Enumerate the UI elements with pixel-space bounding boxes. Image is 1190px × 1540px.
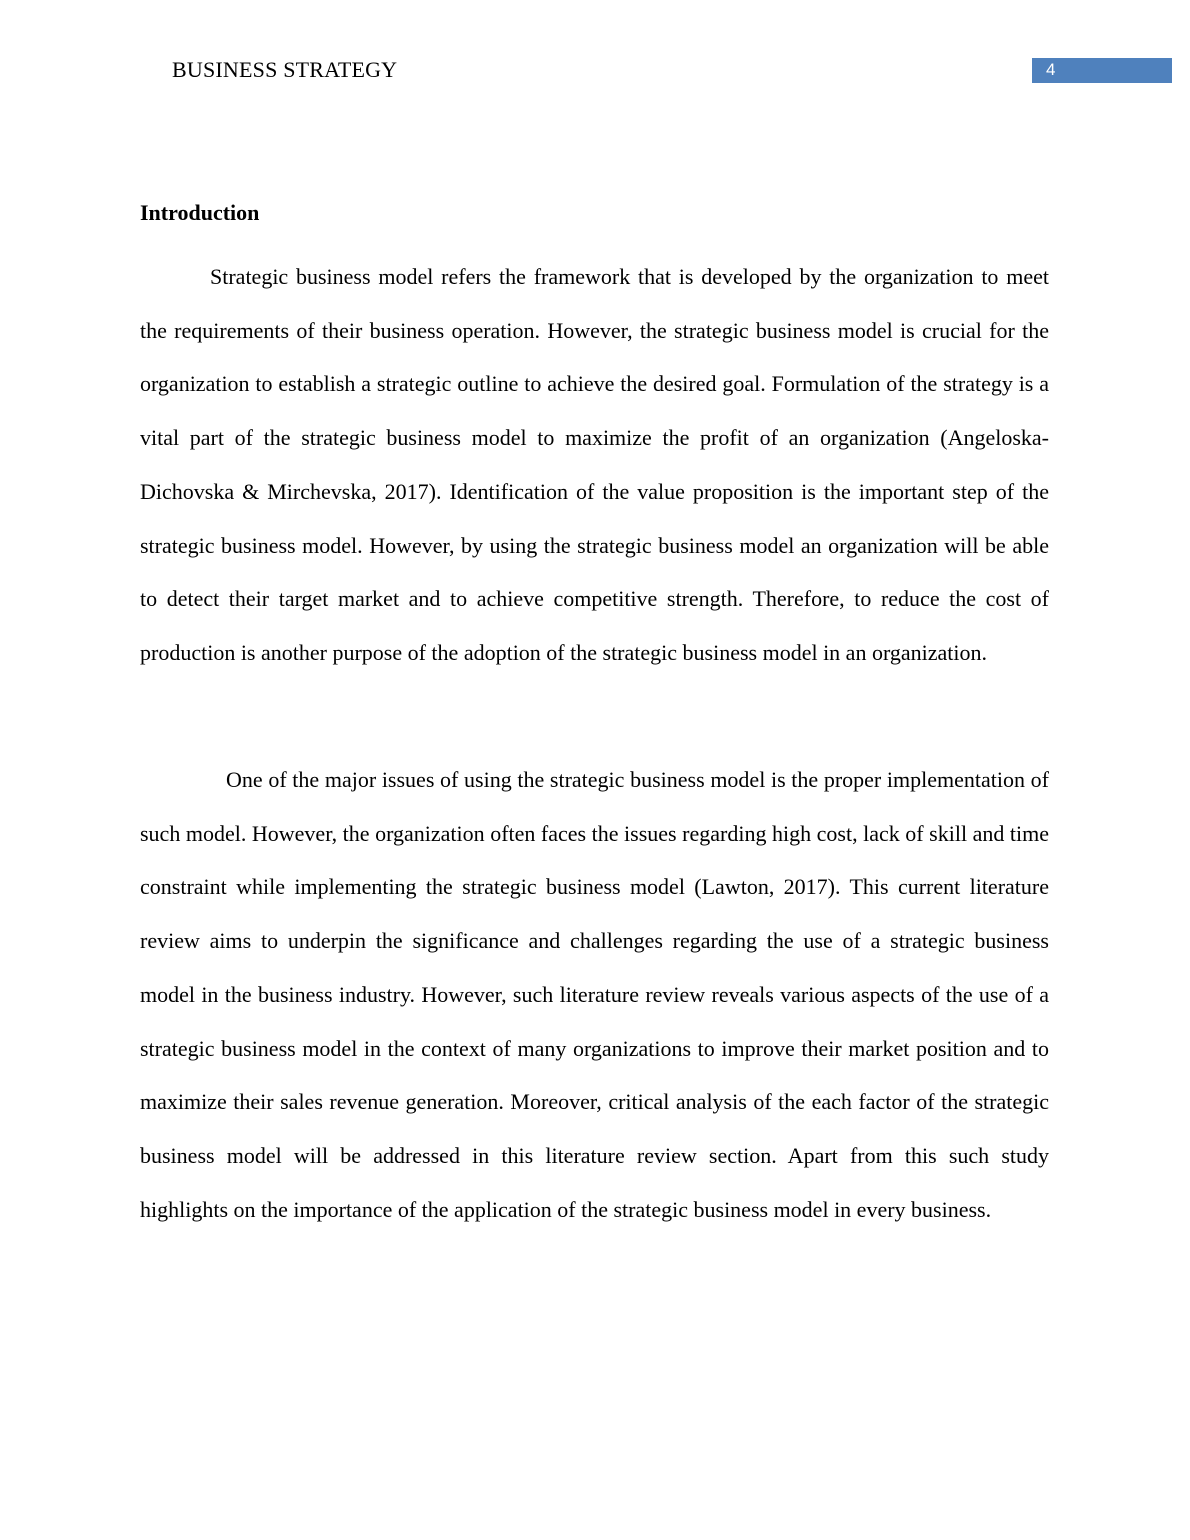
running-header-title: BUSINESS STRATEGY (172, 57, 398, 82)
page-number: 4 (1046, 60, 1056, 79)
page-number-badge (1032, 58, 1172, 83)
body-paragraph: One of the major issues of using the strategic business model is the proper implementation of such model. However, the organization often faces the issues regarding high cost, lack of skill and time constraint while implementing the strategic business model (Lawton, 2017). This current literature review aims to underpin the significance and challenges regarding the use of a strategic business model in the business industry. However, such literature review reveals various aspects of the use of a strategic business model in the context of many organizations to improve their market position and to maximize their sales revenue generation. Moreover, critical analysis of the each factor of the strategic business model will be addressed in this literature review section. Apart from this such study highlights on the importance of the application of the strategic business model in every business. (140, 767, 1049, 1222)
section-heading-introduction: Introduction (140, 200, 260, 225)
body-paragraph: Strategic business model refers the framework that is developed by the organization to meet the requirements of their business operation. However, the strategic business model is crucial for the organization to establish a strategic outline to achieve the desired goal. Formulation of the strategy is a vital part of the strategic business model to maximize the profit of an organization (Angeloska-Dichovska & Mirchevska, 2017). Identification of the value proposition is the important step of the strategic business model. However, by using the strategic business model an organization will be able to detect their target market and to achieve competitive strength. Therefore, to reduce the cost of production is another purpose of the adoption of the strategic business model in an organization. (140, 264, 1049, 665)
